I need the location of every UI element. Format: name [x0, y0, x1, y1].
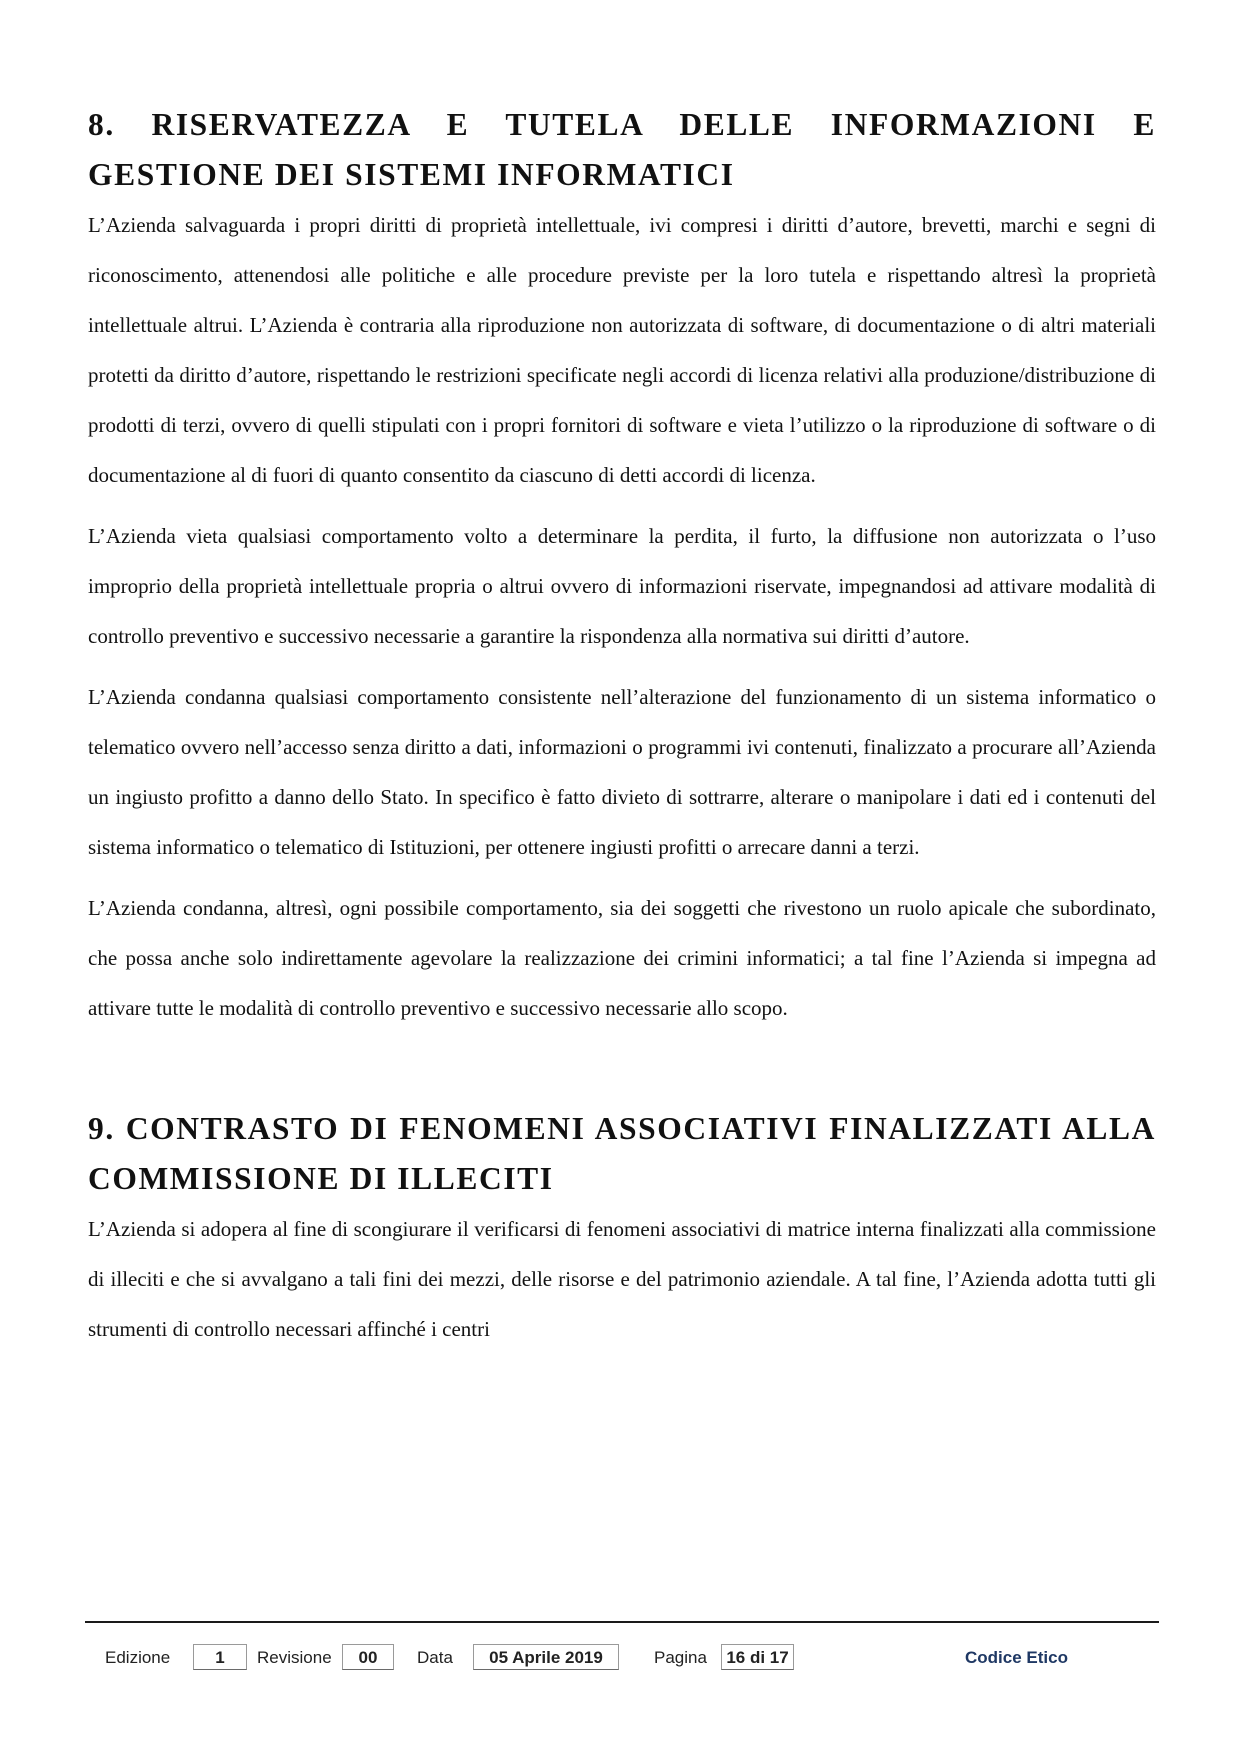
- section-8-paragraph-1: L’Azienda salvaguarda i propri diritti di proprietà intellettuale, ivi compresi i diritti d’autore, brevetti, marchi e segni di riconoscimento, attenendosi alle politiche e alle procedure previste per la loro tutela e rispettando altresì la proprietà intellettuale altrui. L’Azienda è contraria alla riproduzione non autorizzata di software, di documentazione o di altri materiali protetti da diritto d’autore, rispettando le restrizioni specificate negli accordi di licenza relativi alla produzione/distribuzione di prodotti di terzi, ovvero di quelli stipulati con i propri fornitori di software e vieta l’utilizzo o la riproduzione di software o di documentazione al di fuori di quanto consentito da ciascuno di detti accordi di licenza.: [88, 213, 1156, 487]
- revisione-value: 00: [342, 1644, 394, 1670]
- document-name: Codice Etico: [965, 1648, 1068, 1667]
- section-heading-9: 9. CONTRASTO DI FENOMENI ASSOCIATIVI FINALIZZATI ALLA COMMISSIONE DI ILLECITI: [88, 1111, 1156, 1196]
- data-value: 05 Aprile 2019: [473, 1644, 619, 1670]
- edizione-value: 1: [193, 1644, 247, 1670]
- footer-divider: [85, 1621, 1159, 1623]
- pagina-value: 16 di 17: [721, 1644, 794, 1670]
- data-label: Data: [417, 1648, 453, 1667]
- section-8-paragraph-2: L’Azienda vieta qualsiasi comportamento volto a determinare la perdita, il furto, la diffusione non autorizzata o l’uso improprio della proprietà intellettuale propria o altrui ovvero di informazioni riservate, impegnandosi ad attivare modalità di controllo preventivo e successivo necessarie a garantire la rispondenza alla normativa sui diritti d’autore.: [88, 524, 1156, 648]
- revisione-label: Revisione: [257, 1648, 332, 1667]
- edizione-label: Edizione: [105, 1648, 171, 1667]
- section-9-paragraph-1: L’Azienda si adopera al fine di scongiurare il verificarsi di fenomeni associativi di matrice interna finalizzati alla commissione di illeciti e che si avvalgano a tali fini dei mezzi, delle risorse e del patrimonio aziendale. A tal fine, l’Azienda adotta tutti gli strumenti di controllo necessari affinché i centri: [88, 1217, 1156, 1341]
- pagina-label: Pagina: [654, 1648, 707, 1667]
- section-heading-8: 8. RISERVATEZZA E TUTELA DELLE INFORMAZIONI E GESTIONE DEI SISTEMI INFORMATICI: [88, 107, 1156, 192]
- section-spacer: [88, 1044, 1156, 1104]
- section-8-paragraph-3: L’Azienda condanna qualsiasi comportamento consistente nell’alterazione del funzionamento di un sistema informatico o telematico ovvero nell’accesso senza diritto a dati, informazioni o programmi ivi contenuti, finalizzato a procurare all’Azienda un ingiusto profitto a danno dello Stato. In specifico è fatto divieto di sottrarre, alterare o manipolare i dati ed i contenuti del sistema informatico o telematico di Istituzioni, per ottenere ingiusti profitti o arrecare danni a terzi.: [88, 685, 1156, 859]
- document-body: [88, 100, 1156, 1365]
- section-8-paragraph-4: L’Azienda condanna, altresì, ogni possibile comportamento, sia dei soggetti che rivestono un ruolo apicale che subordinato, che possa anche solo indirettamente agevolare la realizzazione dei crimini informatici; a tal fine l’Azienda si impegna ad attivare tutte le modalità di controllo preventivo e successivo necessarie allo scopo.: [88, 896, 1156, 1020]
